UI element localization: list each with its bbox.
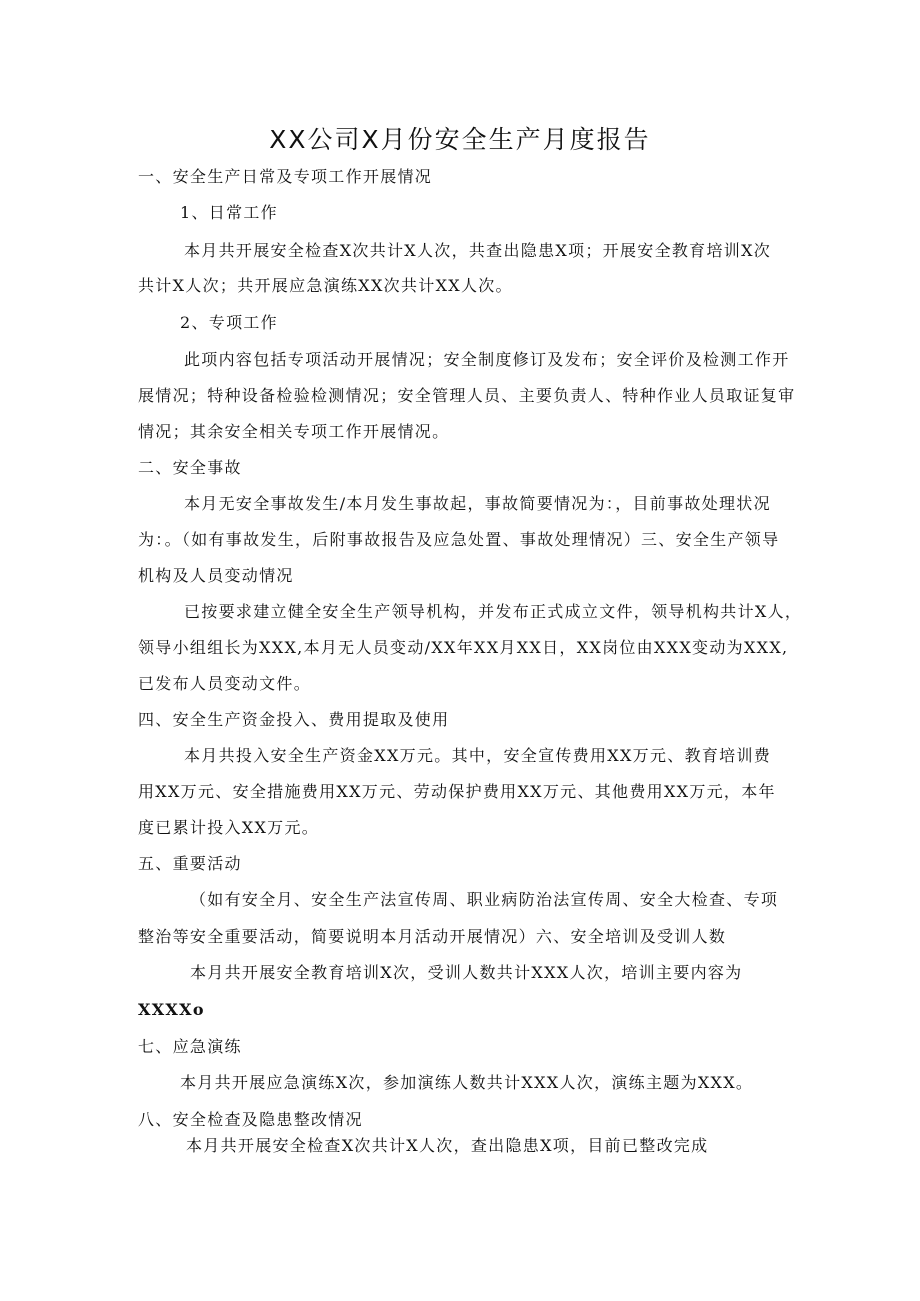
paragraph-line: 本月共开展应急演练X次，参加演练人数共计XXX人次，演练主题为XXX。 <box>180 1073 754 1092</box>
paragraph-line: 此项内容包括专项活动开展情况；安全制度修订及发布；安全评价及检测工作开 <box>184 350 790 369</box>
paragraph-line: （如有安全月、安全生产法宣传周、职业病防治法宣传周、安全大检查、专项 <box>190 890 779 909</box>
paragraph-line: 本月共开展安全检查X次共计X人次，查出隐患X项，目前已整改完成 <box>186 1136 709 1155</box>
paragraph-line: 本月共投入安全生产资金XX万元。其中，安全宣传费用XX万元、教育培训费 <box>184 746 772 765</box>
section-heading-1: 一、安全生产日常及专项工作开展情况 <box>138 167 433 186</box>
subsection-heading-special: 2、专项工作 <box>180 313 278 332</box>
section-heading-5: 五、重要活动 <box>138 854 242 873</box>
paragraph-line: 展情况；特种设备检验检测情况；安全管理人员、主要负责人、特种作业人员取证复审 <box>138 386 796 405</box>
paragraph-line: 整治等安全重要活动，简要说明本月活动开展情况）六、安全培训及受训人数 <box>138 927 727 946</box>
subsection-heading-daily: 1、日常工作 <box>180 203 278 222</box>
paragraph-line: 为：。（如有事故发生，后附事故报告及应急处置、事故处理情况）三、安全生产领导 <box>138 530 780 549</box>
paragraph-line: 机构及人员变动情况 <box>138 566 294 585</box>
paragraph-line: 领导小组组长为XXX,本月无人员变动/XX年XX月XX日，XX岗位由XXX变动为XXX, <box>138 638 789 657</box>
paragraph-line: 情况；其余安全相关专项工作开展情况。 <box>138 422 450 441</box>
paragraph-line: 共计X人次；共开展应急演练XX次共计XX人次。 <box>138 276 513 295</box>
section-heading-4: 四、安全生产资金投入、费用提取及使用 <box>138 710 450 729</box>
section-heading-2: 二、安全事故 <box>138 458 242 477</box>
paragraph-line: 已发布人员变动文件。 <box>138 674 312 693</box>
section-heading-7: 七、应急演练 <box>138 1037 242 1056</box>
paragraph-line: 已按要求建立健全安全生产领导机构，并发布正式成立文件，领导机构共计X人， <box>184 602 803 621</box>
paragraph-line: 本月无安全事故发生/本月发生事故起，事故简要情况为：，目前事故处理状况 <box>184 494 771 513</box>
paragraph-line: 用XX万元、安全措施费用XX万元、劳动保护费用XX万元、其他费用XX万元，本年 <box>138 782 776 801</box>
paragraph-line: XXXXo <box>138 1000 205 1019</box>
section-heading-8: 八、安全检查及隐患整改情况 <box>138 1110 363 1129</box>
paragraph-line: 度已累计投入XX万元。 <box>138 818 320 837</box>
report-title: XX公司X月份安全生产月度报告 <box>269 125 651 154</box>
paragraph-line: 本月共开展安全教育培训X次，受训人数共计XXX人次，培训主要内容为 <box>190 963 743 982</box>
paragraph-line: 本月共开展安全检查X次共计X人次，共查出隐患X项；开展安全教育培训X次 <box>184 241 772 260</box>
